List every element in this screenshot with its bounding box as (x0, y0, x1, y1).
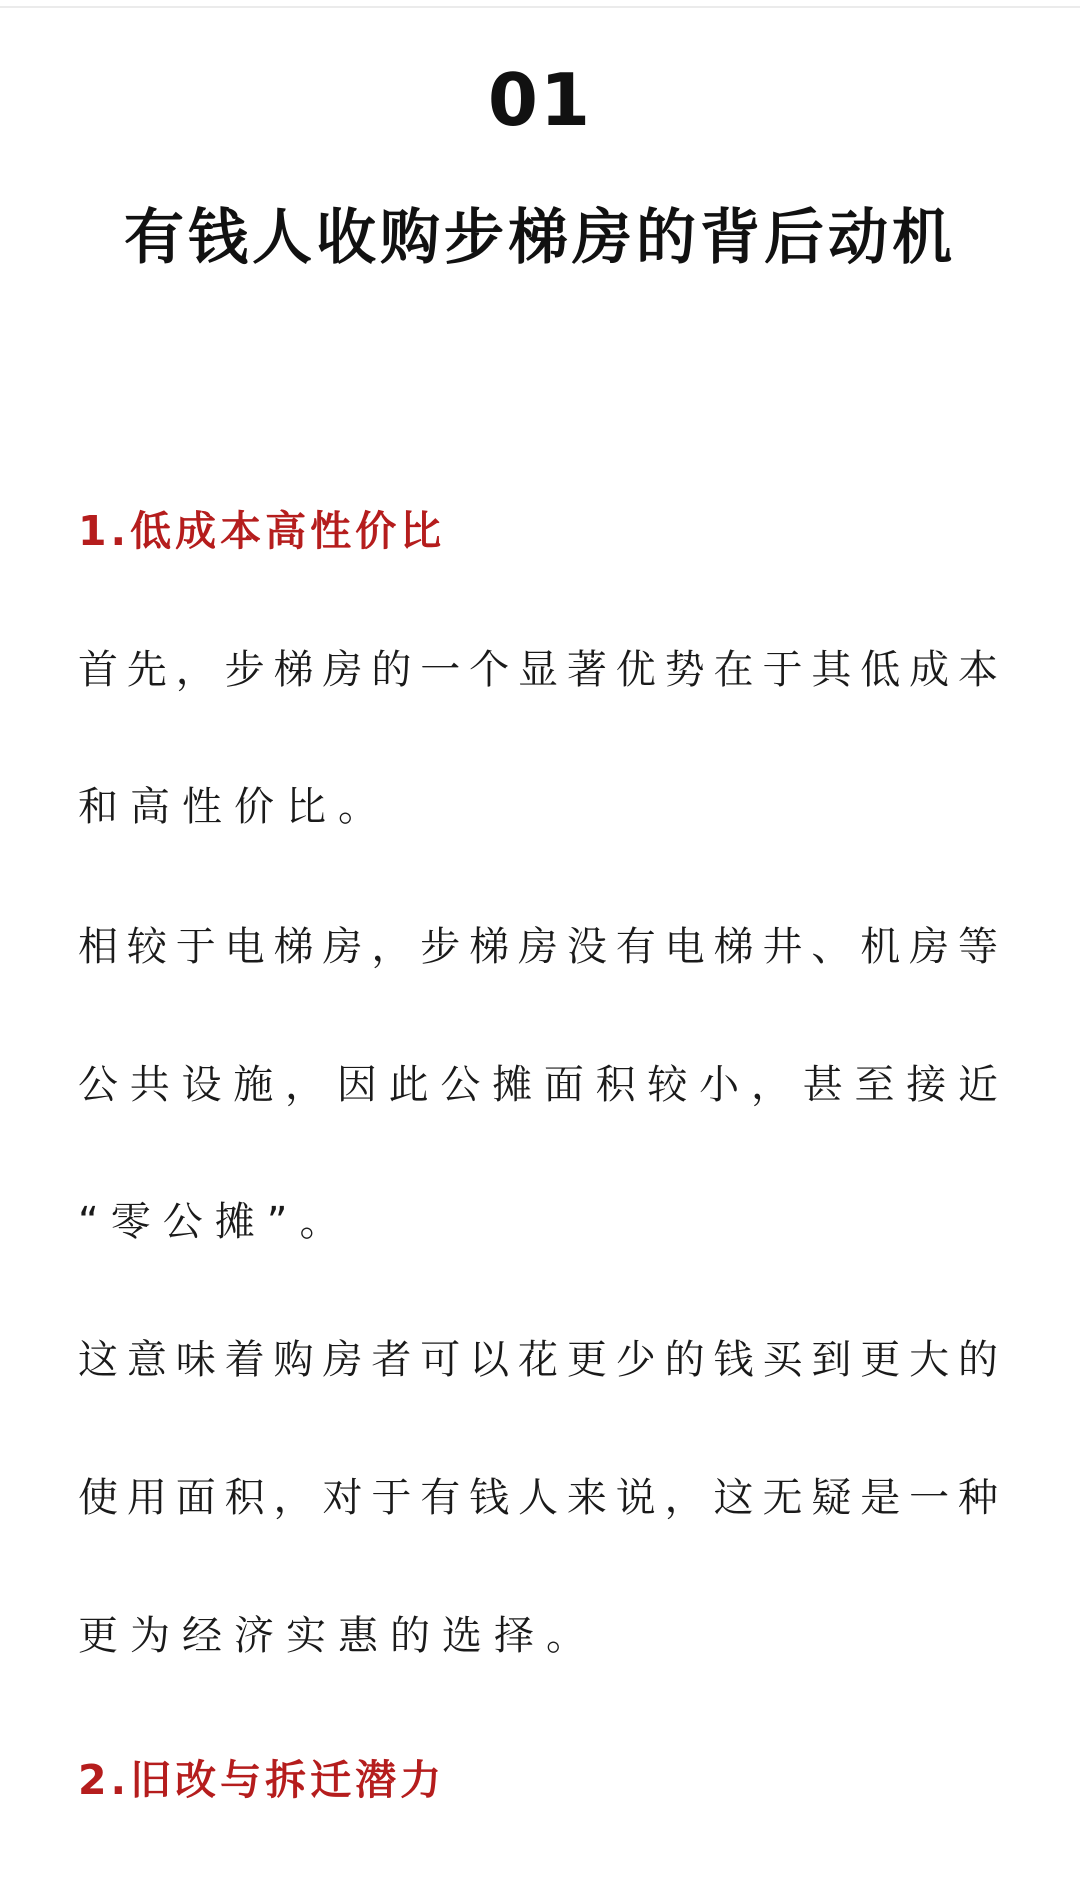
paragraph-line: 这意味着购房者可以花更少的钱买到更大的 (78, 1337, 998, 1383)
paragraph-line: 公共设施，因此公摊面积较小，甚至接近 (78, 1062, 998, 1108)
paragraph-line: 使用面积，对于有钱人来说，这无疑是一种 (78, 1475, 998, 1521)
page-title: 有钱人收购步梯房的背后动机 (124, 203, 956, 273)
paragraph-line: 首先，步梯房的一个显著优势在于其低成本 (78, 647, 998, 693)
subheading-2: 2.旧改与拆迁潜力 (78, 1756, 446, 1804)
section-number: 01 (487, 58, 593, 142)
subheading-1: 1.低成本高性价比 (78, 507, 446, 555)
paragraph-line: 更为经济实惠的选择。 (78, 1613, 598, 1659)
paragraph-line: “零公摊”。 (78, 1199, 352, 1245)
paragraph-line: 和高性价比。 (78, 784, 390, 830)
top-divider (0, 6, 1080, 8)
paragraph-line: 相较于电梯房，步梯房没有电梯井、机房等 (78, 924, 998, 970)
